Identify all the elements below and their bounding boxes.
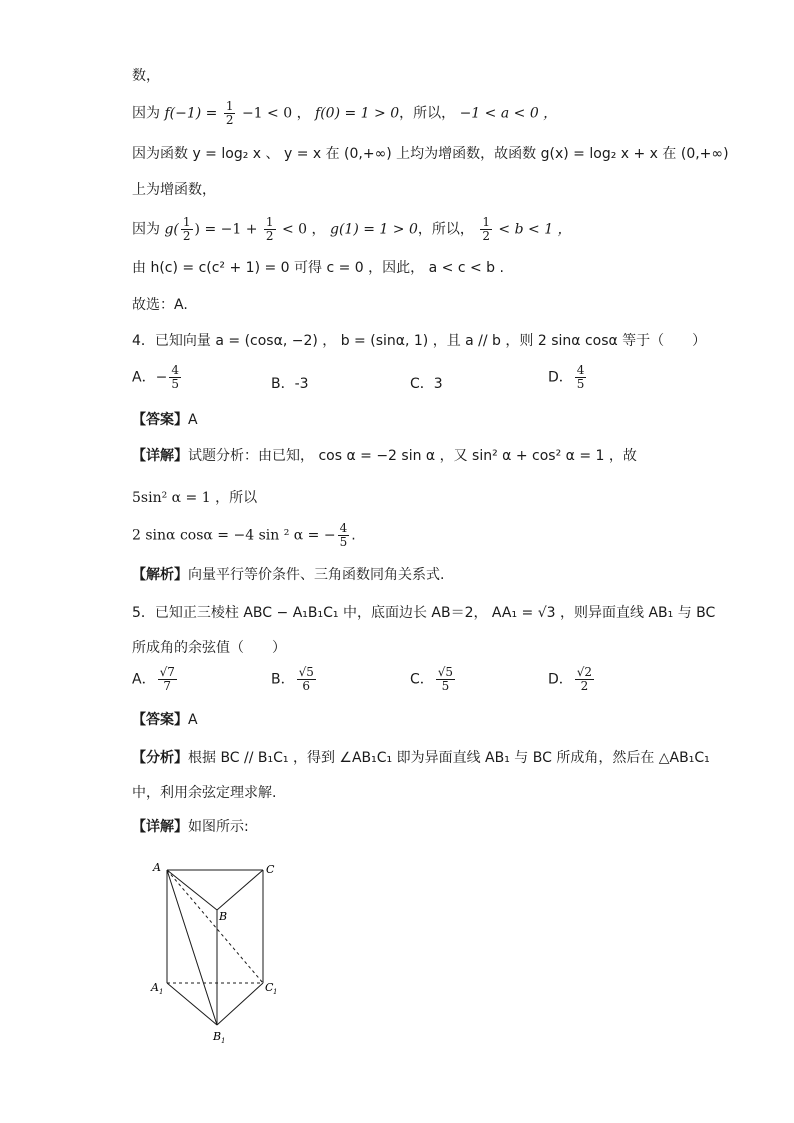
q5-detail: 【详解】如图所示: <box>132 819 249 835</box>
q5-option-a: A． $\frac{√7}{7}$ <box>132 665 175 693</box>
q4-option-a: A．− $\frac{4}{5}$ <box>132 363 179 391</box>
q5-answer: 【答案】A <box>132 712 198 728</box>
text-line-6: 由 h(c) = c(c² + 1) = 0 可得 c = 0 ，因此， a < c < b . <box>132 260 504 276</box>
label-a1-sub: 1 <box>159 988 164 996</box>
q4-stem: 4．已知向量 a = (cosα, −2) ， b = (sinα, 1) ，且 a // b ，则 2 sinα cosα 等于（ ） <box>132 333 707 349</box>
text-line-3: 因为函数 y = log₂ x 、 y = x 在 (0,+∞) 上均为增函数，故函数 g(x) = log₂ x + x 在 (0,+∞) <box>132 146 729 162</box>
fraction: $\frac{1}{2}$ <box>482 215 490 243</box>
q4-option-b: B．-3 <box>271 376 309 392</box>
label-c1-sub: 1 <box>273 988 278 996</box>
q4-detail-1: 【详解】试题分析：由已知， cos α = −2 sin α ，又 sin² α + cos² α = 1 ，故 <box>132 448 637 464</box>
text-line-5: 因为 g( $\frac{1}{2}$ ) = −1 + $\frac{1}{2}$ < 0 ， g(1) = 1 > 0，所以， $\frac{1}{2}$ < b < 1 ， <box>132 215 572 243</box>
q4-answer: 【答案】A <box>132 412 198 428</box>
label-b1-sub: 1 <box>221 1037 226 1045</box>
label-c1: C <box>265 981 274 994</box>
label-c: C <box>266 863 275 876</box>
prism-figure <box>145 855 305 1055</box>
q5-stem-1: 5．已知正三棱柱 ABC − A₁B₁C₁ 中，底面边长 AB＝2， AA₁ = √3 ，则异面直线 AB₁ 与 BC <box>132 605 716 621</box>
q5-fenxi-2: 中，利用余弦定理求解. <box>132 785 277 801</box>
q5-stem-2: 所成角的余弦值（ ） <box>132 640 286 656</box>
text-line-2: 因为 f(−1) = $\frac{1}{2}$ −1 < 0 ， f(0) = 1 > 0，所以， −1 < a < 0 ， <box>132 99 558 127</box>
label-b1: B <box>213 1030 222 1043</box>
q4-option-c: C．3 <box>410 376 443 392</box>
q5-option-d: D． $\frac{√2}{2}$ <box>548 665 593 693</box>
fraction: $\frac{1}{2}$ <box>182 215 191 243</box>
text-line-1: 数， <box>132 68 160 84</box>
q4-detail-3: 2 sinα cosα = −4 sin ² α = − $\frac{4}{5}$ . <box>132 521 356 549</box>
text-line-7: 故选：A. <box>132 297 188 313</box>
fraction: $\frac{1}{2}$ <box>265 215 274 243</box>
label-a1: A <box>151 981 159 994</box>
label-a: A <box>153 861 161 874</box>
fraction: $\frac{1}{2}$ <box>225 99 234 127</box>
q5-option-c: C． $\frac{√5}{5}$ <box>410 665 454 693</box>
q4-analysis: 【解析】向量平行等价条件、三角函数同角关系式. <box>132 567 445 583</box>
label-b: B <box>219 910 228 923</box>
text-line-4: 上为增函数， <box>132 182 216 198</box>
q5-fenxi-1: 【分析】根据 BC // B₁C₁ ，得到 ∠AB₁C₁ 即为异面直线 AB₁ 与 BC 所成角，然后在 △AB₁C₁ <box>132 750 710 766</box>
q5-option-b: B． $\frac{√5}{6}$ <box>271 665 314 693</box>
q4-detail-2: 5sin² α = 1 ，所以 <box>132 490 258 506</box>
q4-option-d: D． $\frac{4}{5}$ <box>548 363 585 391</box>
